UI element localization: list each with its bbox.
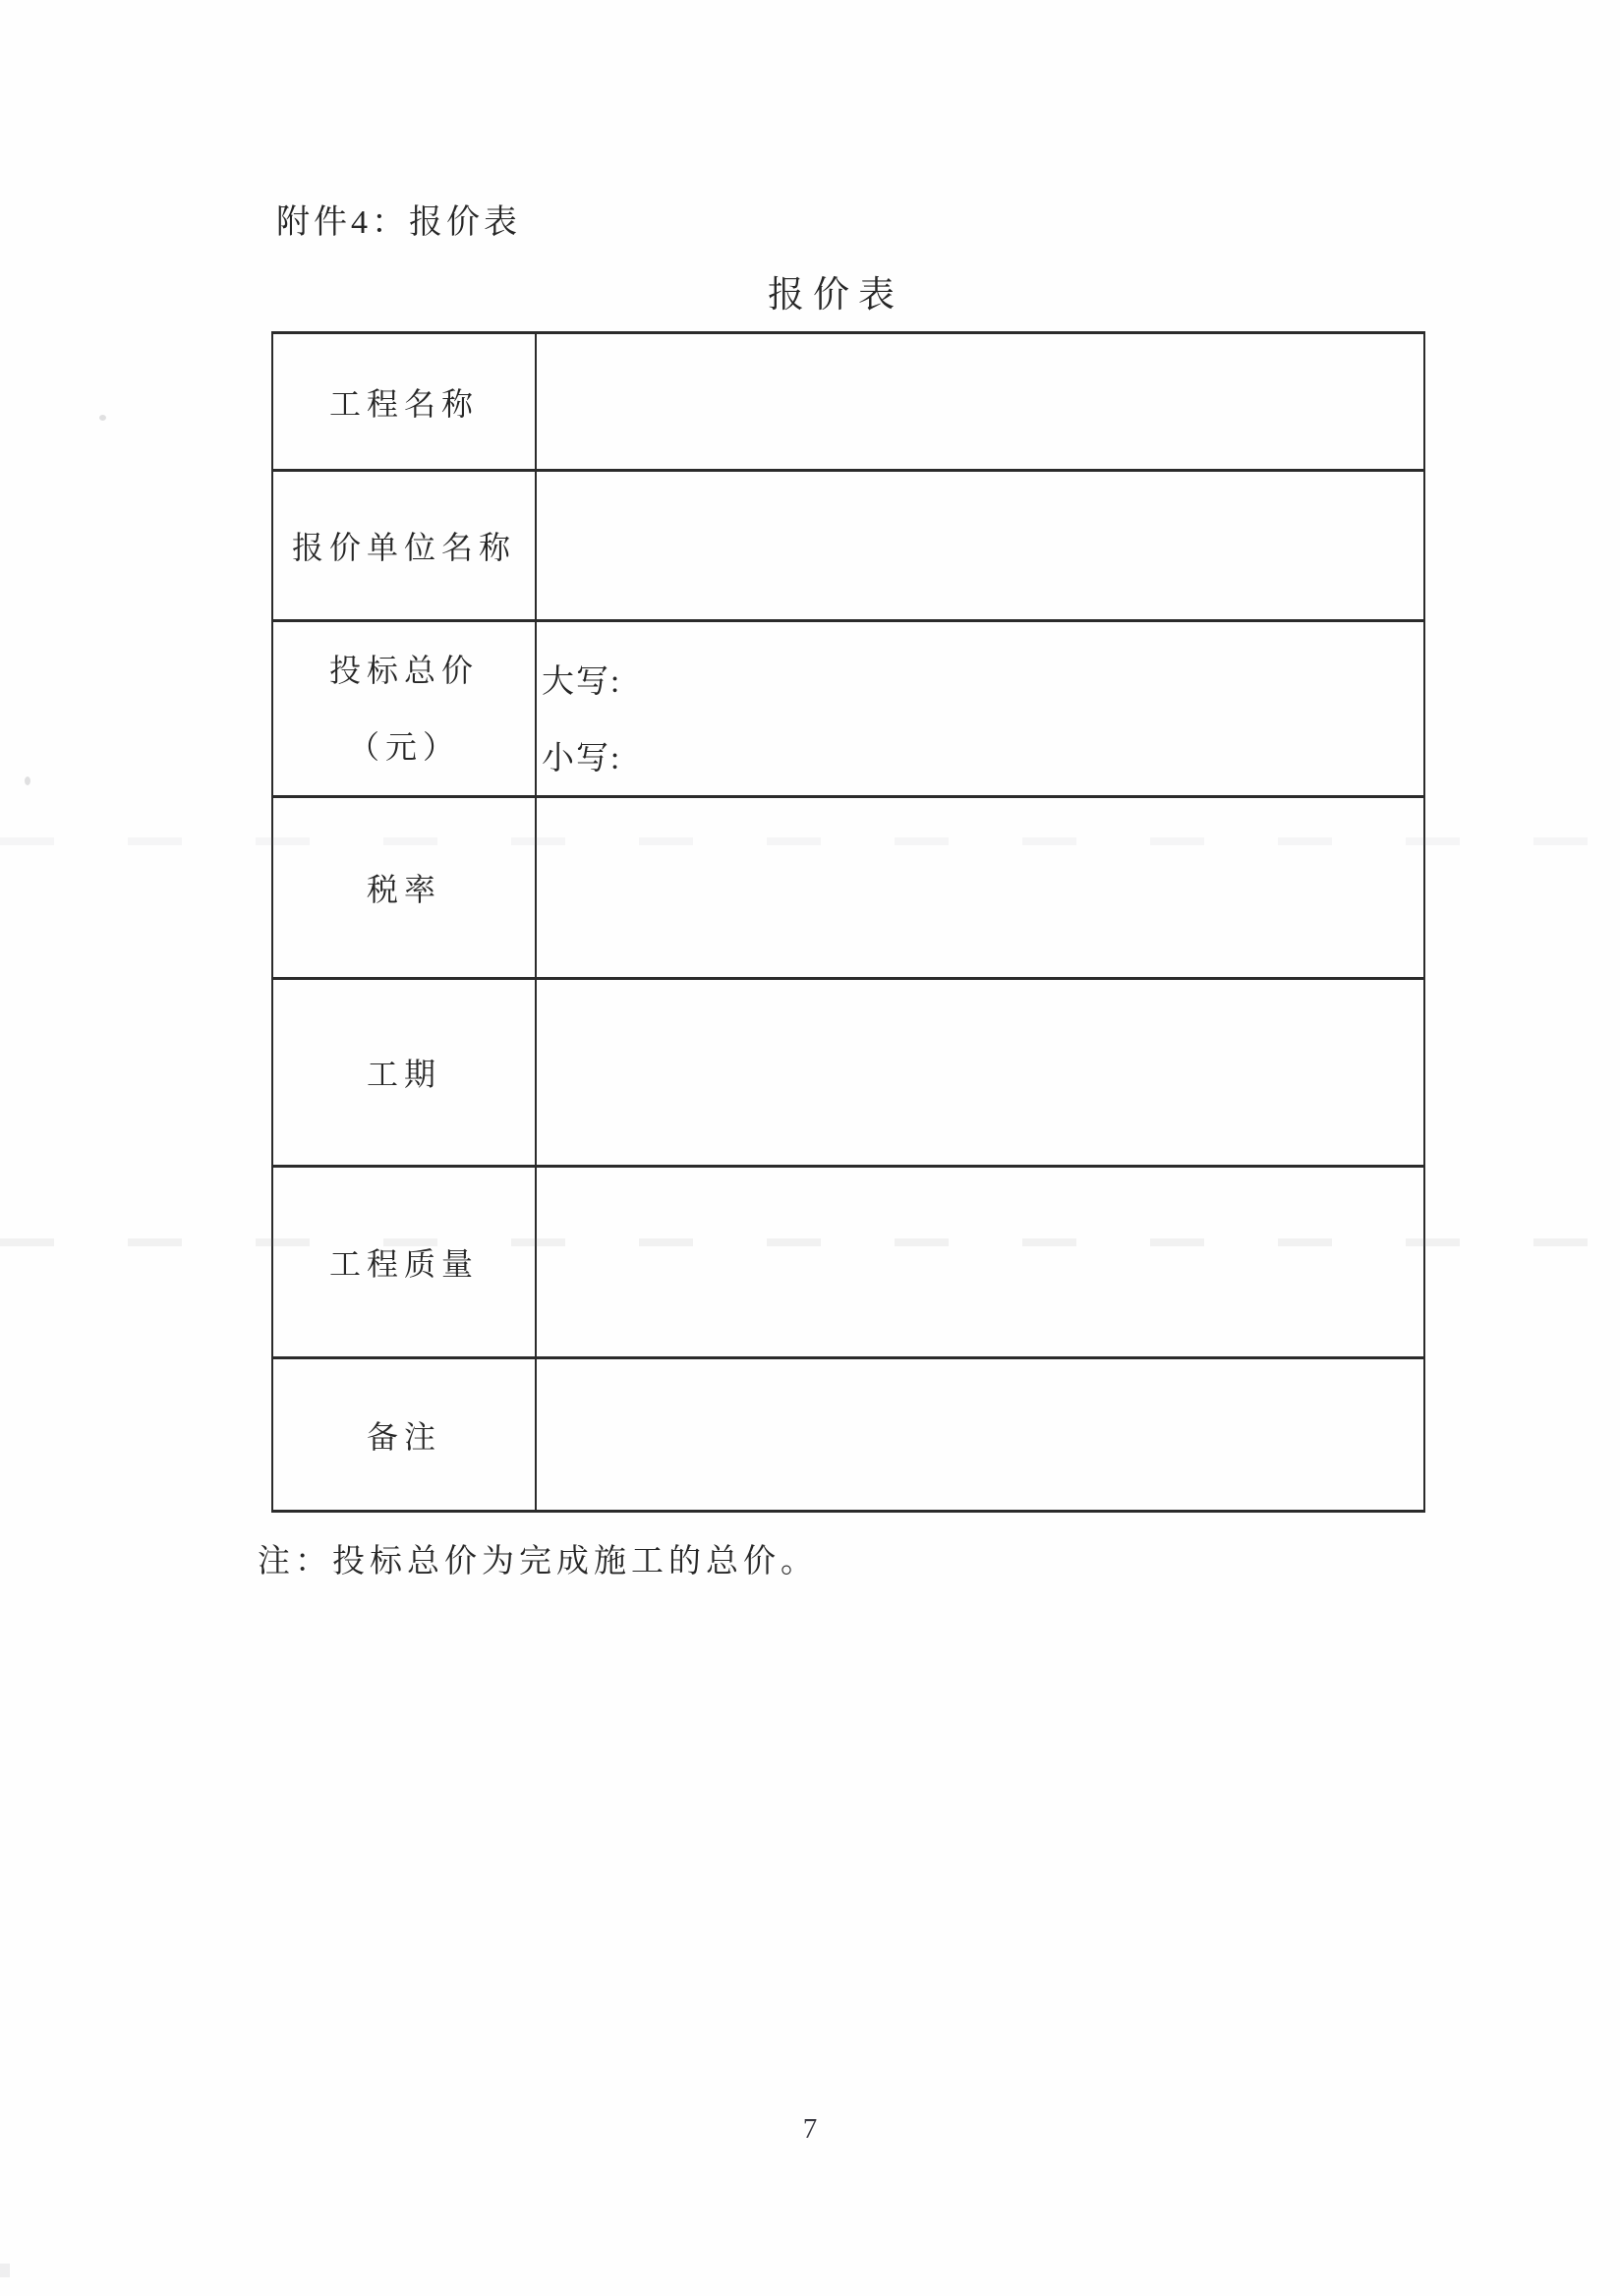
scan-speck — [25, 776, 30, 785]
remarks-value-cell — [537, 1359, 1423, 1510]
tax-rate-label: 税率 — [273, 798, 537, 977]
project-name-label: 工程名称 — [273, 334, 537, 469]
construction-period-label: 工期 — [273, 980, 537, 1165]
quoting-unit-label: 报价单位名称 — [273, 472, 537, 619]
attachment-heading: 附件4：报价表 — [276, 204, 521, 241]
amount-in-words-label: 大写: — [542, 664, 622, 700]
table-row-bid-total-price — [273, 622, 1423, 798]
table-row-tax-rate — [273, 798, 1423, 980]
amount-in-figures-label: 小写: — [542, 741, 622, 776]
bid-total-price-label-line2: （元） — [347, 729, 460, 765]
scan-speck — [99, 415, 106, 421]
project-quality-label: 工程质量 — [273, 1168, 537, 1356]
quotation-table — [271, 331, 1425, 1513]
bid-total-price-value-cell — [537, 622, 1423, 795]
scan-speck — [0, 2264, 10, 2277]
bid-total-price-label — [273, 622, 537, 795]
table-row-quoting-unit — [273, 472, 1423, 622]
note-text: 注：投标总价为完成施工的总价。 — [258, 1544, 818, 1579]
table-row-project-name — [273, 334, 1423, 472]
table-row-remarks — [273, 1359, 1423, 1510]
bid-total-price-label-line1: 投标总价 — [328, 653, 479, 688]
table-title: 报价表 — [768, 275, 903, 316]
tax-rate-value-cell — [537, 798, 1423, 977]
project-name-value-cell — [537, 334, 1423, 469]
table-row-construction-period — [273, 980, 1423, 1168]
remarks-label: 备注 — [273, 1359, 537, 1510]
table-row-project-quality — [273, 1168, 1423, 1359]
quoting-unit-value-cell — [537, 472, 1423, 619]
page-number: 7 — [802, 2113, 818, 2145]
project-quality-value-cell — [537, 1168, 1423, 1356]
construction-period-value-cell — [537, 980, 1423, 1165]
